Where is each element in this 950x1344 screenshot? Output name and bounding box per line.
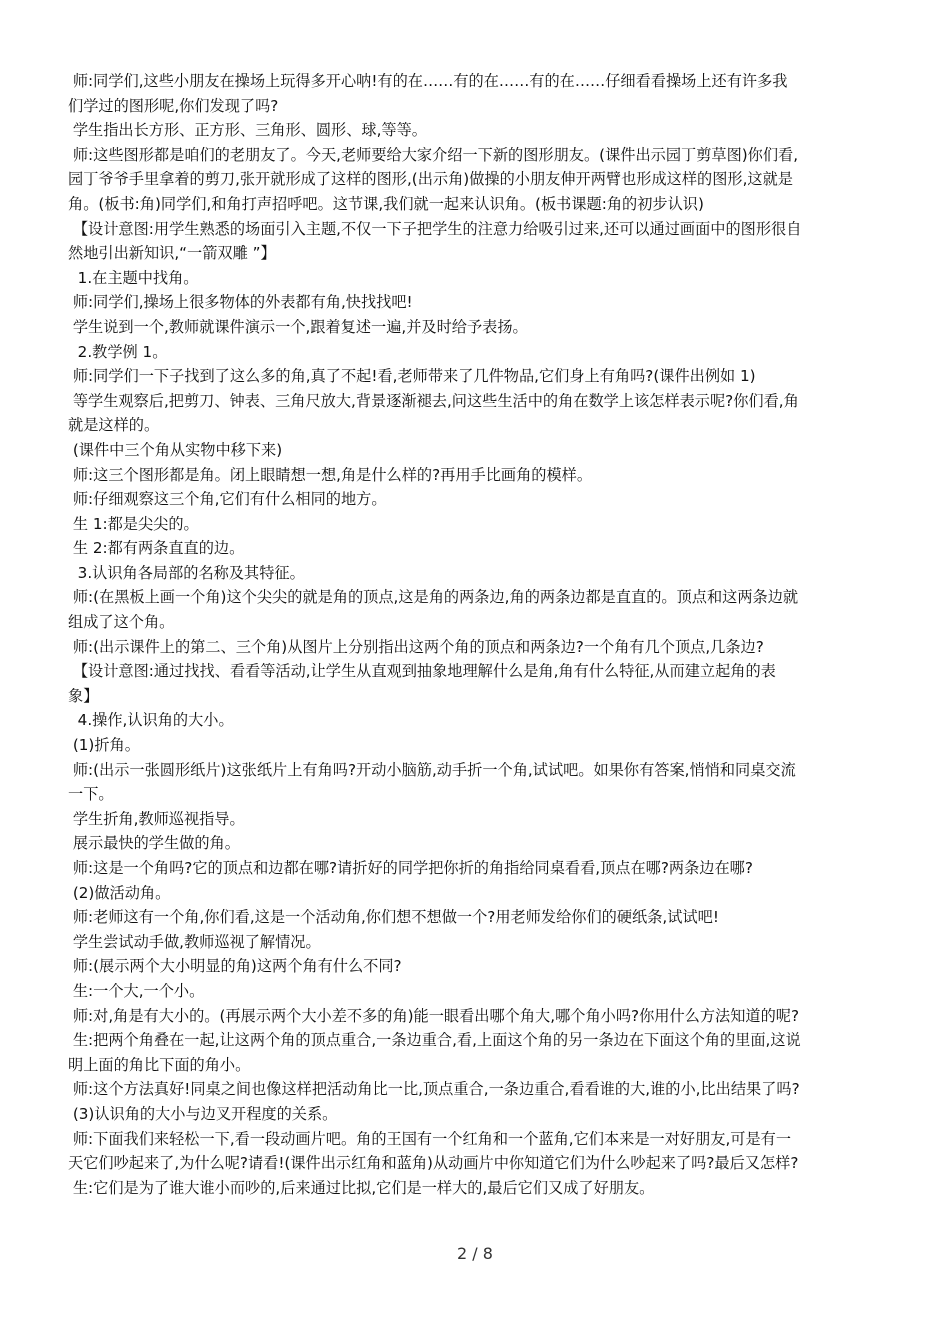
text-line: 生 1:都是尖尖的。 [68, 514, 199, 533]
text-line: (课件中三个角从实物中移下来) [68, 440, 283, 459]
text-line: 展示最快的学生做的角。 [68, 834, 240, 853]
text-line: 象】 [68, 686, 99, 705]
text-line: 角。(板书:角)同学们,和角打声招呼吧。这节课,我们就一起来认识角。(板书课题:角的初步认识) [68, 194, 704, 213]
text-line: 1.在主题中找角。 [68, 268, 199, 287]
text-line: 师:仔细观察这三个角,它们有什么相同的地方。 [68, 490, 387, 509]
text-line: 组成了这个角。 [68, 613, 175, 632]
text-line: 师:同学们,这些小朋友在操场上玩得多开心呐!有的在……有的在……有的在……仔细看看操场上还有许多我 [68, 72, 788, 90]
text-line: 师:这个方法真好!同桌之间也像这样把活动角比一比,顶点重合,一条边重合,看看谁的大,谁的小,比出结果了吗? [68, 1080, 800, 1099]
text-line: 师:这些图形都是咱们的老朋友了。今天,老师要给大家介绍一下新的图形朋友。(课件出示园丁剪草图)你们看, [68, 145, 799, 164]
text-line: 4.操作,认识角的大小。 [68, 711, 234, 730]
text-line: 师:(出示一张圆形纸片)这张纸片上有角吗?开动小脑筋,动手折一个角,试试吧。如果你有答案,悄悄和同桌交流 [68, 760, 796, 779]
text-line: 就是这样的。 [68, 416, 160, 435]
text-line: 园丁爷爷手里拿着的剪刀,张开就形成了这样的图形,(出示角)做操的小朋友伸开两臂也形成这样的图形,这就是 [68, 170, 793, 189]
text-line: 等学生观察后,把剪刀、钟表、三角尺放大,背景逐渐褪去,问这些生活中的角在数学上该怎样表示呢?你们看,角 [68, 391, 799, 410]
text-line: 师:这三个图形都是角。闭上眼睛想一想,角是什么样的?再用手比画角的模样。 [68, 465, 593, 484]
text-line: 生 2:都有两条直直的边。 [68, 539, 245, 558]
page-number: 2 / 8 [457, 1244, 493, 1263]
text-line: 生:把两个角叠在一起,让这两个角的顶点重合,一条边重合,看,上面这个角的另一条边在下面这个角的里面,这说 [68, 1031, 801, 1050]
text-line: 师:老师这有一个角,你们看,这是一个活动角,你们想不想做一个?用老师发给你们的硬纸条,试试吧! [68, 908, 719, 927]
text-line: 师:(出示课件上的第二、三个角)从图片上分别指出这两个角的顶点和两条边?一个角有几个顶点,几条边? [68, 637, 764, 656]
text-line: 然地引出新知识,“一箭双雕 ”】 [68, 244, 276, 263]
text-line: 学生指出长方形、正方形、三角形、圆形、球,等等。 [68, 121, 427, 140]
text-line: 师:(在黑板上画一个角)这个尖尖的就是角的顶点,这是角的两条边,角的两条边都是直直的。顶点和这两条边就 [68, 588, 799, 607]
text-line: 们学过的图形呢,你们发现了吗? [68, 96, 279, 115]
text-line: 生:一个大,一个小。 [68, 981, 205, 1000]
text-line: 明上面的角比下面的角小。 [68, 1055, 251, 1074]
text-line: 【设计意图:通过找找、看看等活动,让学生从直观到抽象地理解什么是角,角有什么特征,从而建立起角的表 [68, 662, 776, 681]
text-line: 学生折角,教师巡视指导。 [68, 809, 245, 828]
text-line: 【设计意图:用学生熟悉的场面引入主题,不仅一下子把学生的注意力给吸引过来,还可以通过画面中的图形很自 [68, 219, 802, 238]
text-line: (1)折角。 [68, 736, 140, 755]
text-line: 师:这是一个角吗?它的顶点和边都在哪?请折好的同学把你折的角指给同桌看看,顶点在哪?两条边在哪? [68, 859, 753, 877]
text-line: 师:同学们,操场上很多物体的外表都有角,快找找吧! [68, 293, 413, 312]
text-line: 师:(展示两个大小明显的角)这两个角有什么不同? [68, 957, 402, 976]
text-line: 天它们吵起来了,为什么呢?请看!(课件出示红角和蓝角)从动画片中你知道它们为什么吵起来了吗?最后又怎样? [68, 1154, 799, 1173]
text-line: 2.教学例 1。 [68, 342, 168, 361]
text-line: 师:对,角是有大小的。(再展示两个大小差不多的角)能一眼看出哪个角大,哪个角小吗?你用什么方法知道的呢? [68, 1006, 800, 1025]
text-line: 一下。 [68, 785, 114, 804]
text-line: 师:下面我们来轻松一下,看一段动画片吧。角的王国有一个红角和一个蓝角,它们本来是一对好朋友,可是有一 [68, 1129, 792, 1148]
text-line: 3.认识角各局部的名称及其特征。 [68, 563, 305, 582]
text-line: (2)做活动角。 [68, 883, 171, 902]
text-line: (3)认识角的大小与边叉开程度的关系。 [68, 1104, 338, 1123]
text-line: 师:同学们一下子找到了这么多的角,真了不起!看,老师带来了几件物品,它们身上有角吗?(课件出例如 1) [68, 367, 756, 386]
text-line: 学生说到一个,教师就课件演示一个,跟着复述一遍,并及时给予表扬。 [68, 317, 528, 336]
text-line: 生:它们是为了谁大谁小而吵的,后来通过比拟,它们是一样大的,最后它们又成了好朋友。 [68, 1178, 655, 1197]
text-line: 学生尝试动手做,教师巡视了解情况。 [68, 932, 321, 951]
document-body [68, 69, 886, 1200]
